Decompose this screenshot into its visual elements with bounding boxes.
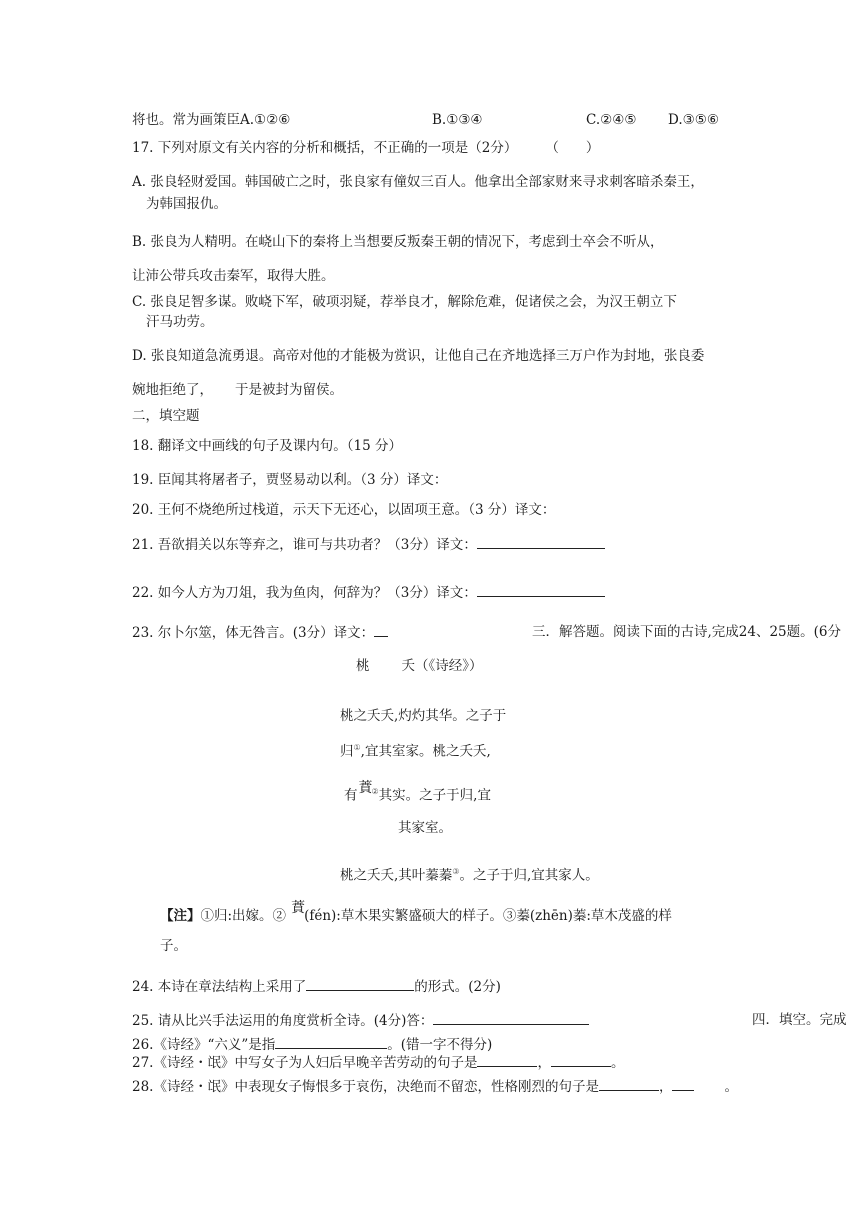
q17-option-d-line1: D. 张良知道急流勇退。高帝对他的才能极为赏识，让他自己在齐地选择三万户作为封地，张良委 bbox=[132, 348, 705, 364]
q19: 19. 臣闻其将屠者子，贾竖易动以利。（3 分）译文： bbox=[132, 472, 448, 488]
poem-note-line1: 【注】①归:出嫁。② 蕡 (fén):草木果实繁盛硕大的样子。③蓁(zhēn)蓁:草木茂盛的样 bbox=[160, 900, 672, 924]
q25-answer-blank[interactable] bbox=[433, 1010, 589, 1025]
q21-answer-blank[interactable] bbox=[477, 534, 605, 549]
q28: 28.《诗经・氓》中表现女子悔恨多于哀伤，决绝而不留恋，性格刚烈的句子是 ， 。 bbox=[132, 1076, 738, 1096]
fen-character: 蕡 bbox=[358, 779, 373, 796]
q17-option-a-line2: 为韩国报仇。 bbox=[146, 196, 227, 212]
q16-tail: 将也。常为画策臣A.①②⑥ bbox=[132, 112, 291, 128]
q21: 21. 吾欲捐关以东等弃之，谁可与共功者？（3分）译文： bbox=[132, 534, 605, 555]
q17-stem: 17. 下列对原文有关内容的分析和概括，不正确的一项是（2分） （ ） bbox=[132, 140, 600, 156]
q27-answer-blank-1[interactable] bbox=[477, 1052, 537, 1067]
q17-option-b-line1: B. 张良为人精明。在峣山下的秦将上当想要反叛秦王朝的情况下，考虑到士卒会不听从， bbox=[132, 234, 664, 250]
q24-answer-blank[interactable] bbox=[306, 976, 414, 991]
poem-line-2: 归①,宜其室家。桃之夭夭, bbox=[340, 743, 491, 760]
section-fill-in: 二，填空题 bbox=[132, 408, 200, 424]
q17-option-a-line1: A. 张良轻财爱国。韩国破亡之时，张良家有僮奴三百人。他拿出全部家财来寻求刺客暗杀秦王， bbox=[132, 174, 704, 190]
q27: 27.《诗经・氓》中写女子为人妇后早晚辛苦劳动的句子是 ， 。 bbox=[132, 1052, 624, 1072]
q17-option-b-line2: 让沛公带兵攻击秦军，取得大胜。 bbox=[132, 268, 335, 284]
q26: 26.《诗经》“六义”是指 。(错一字不得分) bbox=[132, 1034, 492, 1054]
q16-option-b: B.①③④ bbox=[432, 112, 483, 128]
q23: 23. 尔卜尔筮，体无咎言。(3分）译文： bbox=[132, 622, 388, 643]
section-fill-blanks: 四．填空。完成 bbox=[752, 1012, 847, 1028]
q16-option-c: C.②④⑤ bbox=[586, 112, 637, 128]
poem-note-line2: 子。 bbox=[160, 938, 187, 954]
poem-line-4: 其家室。 bbox=[398, 820, 452, 836]
section-answer-questions: 三．解答题。阅读下面的古诗,完成24、25题。(6分 bbox=[532, 624, 842, 640]
q22: 22. 如今人方为刀俎，我为鱼肉，何辞为？（3分）译文： bbox=[132, 582, 605, 603]
q24: 24. 本诗在章法结构上采用了 的形式。(2分) bbox=[132, 976, 501, 997]
fen-character: 蕡 bbox=[291, 900, 306, 916]
q28-answer-blank-1[interactable] bbox=[599, 1076, 659, 1091]
q28-answer-blank-2[interactable] bbox=[672, 1076, 694, 1091]
q20: 20. 王何不烧绝所过栈道，示天下无还心，以固项王意。（3 分）译文： bbox=[132, 502, 556, 518]
q23-answer-blank[interactable] bbox=[374, 622, 388, 637]
q17-option-c-line1: C. 张良足智多谋。败峣下军，破项羽疑，荐举良才，解除危难，促诸侯之会，为汉王朝立下 bbox=[132, 294, 677, 310]
q25: 25. 请从比兴手法运用的角度赏析全诗。(4分)答： bbox=[132, 1010, 589, 1031]
q16-option-d: D.③⑤⑥ bbox=[668, 112, 719, 128]
poem-line-3: 有 蕡 ②其实。之子于归,宜 bbox=[344, 779, 491, 804]
q17-option-c-line2: 汗马功劳。 bbox=[146, 314, 214, 330]
q26-answer-blank[interactable] bbox=[275, 1034, 387, 1049]
poem-line-5: 桃之夭夭,其叶蓁蓁③。之子于归,宜其家人。 bbox=[340, 867, 599, 884]
q27-answer-blank-2[interactable] bbox=[551, 1052, 611, 1067]
poem-line-1: 桃之夭夭,灼灼其华。之子于 bbox=[340, 708, 507, 724]
q22-answer-blank[interactable] bbox=[477, 582, 605, 597]
q18: 18. 翻译文中画线的句子及课内句。（15 分） bbox=[132, 438, 402, 454]
q17-option-d-line2: 婉地拒绝了， 于是被封为留侯。 bbox=[132, 382, 343, 398]
poem-title: 桃 夭（《诗经》） bbox=[356, 658, 483, 674]
